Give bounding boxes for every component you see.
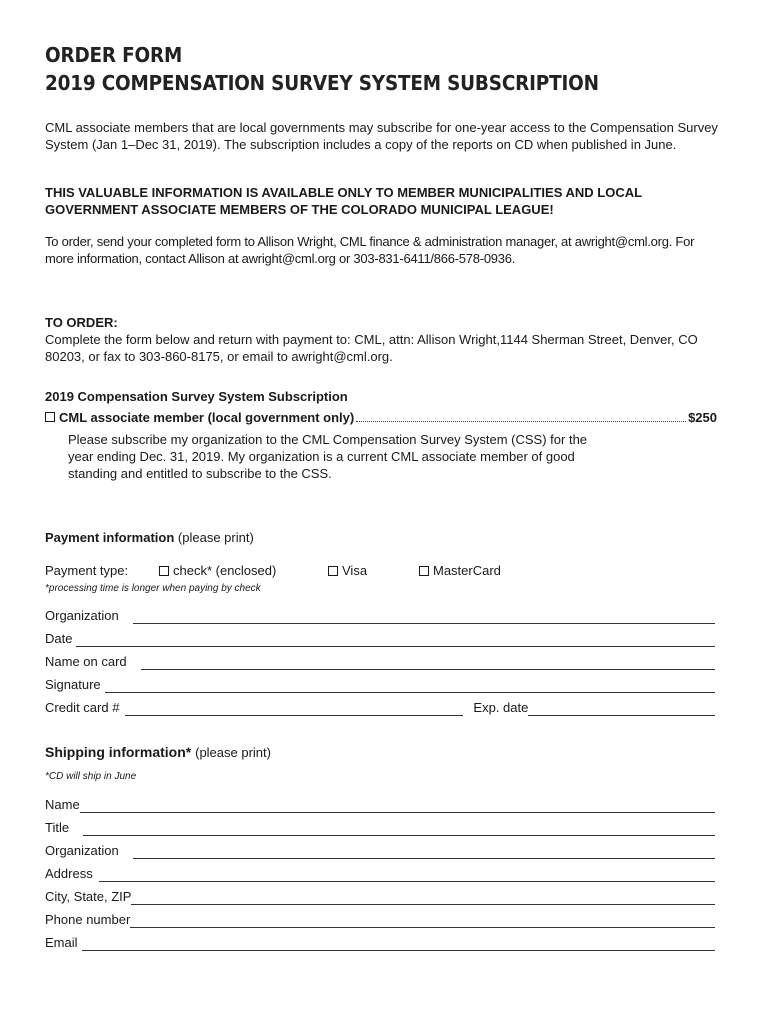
signature-label: Signature	[45, 677, 101, 692]
exp-date-line[interactable]	[528, 702, 715, 716]
name-on-card-label: Name on card	[45, 654, 127, 669]
shipping-title-field[interactable]	[45, 819, 715, 836]
title-line-2: 2019 COMPENSATION SURVEY SYSTEM SUBSCRIPTION	[45, 71, 599, 95]
credit-card-label: Credit card #	[45, 700, 120, 715]
shipping-address-label: Address	[45, 866, 93, 881]
payment-option-mastercard[interactable]	[419, 562, 501, 579]
payment-date-field[interactable]	[45, 630, 715, 647]
shipping-organization-label: Organization	[45, 843, 119, 858]
shipping-name-line[interactable]	[80, 799, 715, 813]
shipping-email-label: Email	[45, 935, 78, 950]
payment-option-check-label: check* (enclosed)	[173, 563, 277, 578]
page-title	[45, 41, 599, 97]
visa-checkbox[interactable]	[328, 566, 338, 576]
payment-organization-label: Organization	[45, 608, 119, 623]
shipping-organization-line[interactable]	[133, 845, 715, 859]
shipping-name-label: Name	[45, 797, 80, 812]
contact-paragraph: To order, send your completed form to Allison Wright, CML finance & administration manager, at awright@cml.org. For more information, contact Allison at awright@cml.org or 303-831-6411/866-578-0936.	[45, 234, 695, 266]
shipping-address-line[interactable]	[99, 868, 715, 882]
shipping-footnote: *CD will ship in June	[45, 771, 137, 782]
subscription-checkbox[interactable]	[45, 412, 55, 422]
credit-card-line[interactable]	[125, 702, 463, 716]
shipping-phone-label: Phone number	[45, 912, 131, 927]
shipping-email-line[interactable]	[82, 937, 715, 951]
subscription-price: $250	[688, 410, 717, 425]
to-order-heading: TO ORDER:	[45, 315, 118, 330]
subscription-option	[45, 409, 717, 426]
signature-field[interactable]	[45, 676, 715, 693]
payment-option-mastercard-label: MasterCard	[433, 563, 501, 578]
shipping-city-state-zip-line[interactable]	[131, 891, 715, 905]
payment-option-visa-label: Visa	[342, 563, 368, 578]
shipping-phone-field[interactable]	[45, 911, 715, 928]
name-on-card-line[interactable]	[141, 656, 715, 670]
to-order-text: Complete the form below and return with payment to: CML, attn: Allison Wright,1144 Sherman Street, Denver, CO 80203, or fax to 303-860-8175, or email to awright@cml.org.	[45, 332, 698, 364]
payment-organization-field[interactable]	[45, 607, 715, 624]
payment-type-label: Payment type:	[45, 563, 129, 578]
mastercard-checkbox[interactable]	[419, 566, 429, 576]
payment-heading-text: Payment information	[45, 530, 175, 545]
shipping-city-state-zip-label: City, State, ZIP	[45, 889, 132, 904]
dot-leader	[356, 420, 686, 422]
membership-notice: THIS VALUABLE INFORMATION IS AVAILABLE ONLY TO MEMBER MUNICIPALITIES AND LOCAL GOVERNMENT ASSOCIATE MEMBERS OF THE COLORADO MUNICIPAL LEAGUE!	[45, 185, 642, 217]
signature-line[interactable]	[105, 679, 715, 693]
payment-footnote: *processing time is longer when paying by check	[45, 583, 261, 594]
payment-option-visa[interactable]	[328, 562, 367, 579]
payment-heading-note: (please print)	[177, 530, 254, 545]
shipping-email-field[interactable]	[45, 934, 715, 951]
shipping-city-state-zip-field[interactable]	[45, 888, 715, 905]
shipping-title-label: Title	[45, 820, 70, 835]
payment-organization-line[interactable]	[133, 610, 715, 624]
shipping-organization-field[interactable]	[45, 842, 715, 859]
title-line-1: ORDER FORM	[45, 43, 183, 67]
payment-date-label: Date	[45, 631, 73, 646]
exp-date-label: Exp. date	[473, 700, 529, 715]
name-on-card-field[interactable]	[45, 653, 715, 670]
payment-date-line[interactable]	[76, 633, 715, 647]
subscription-description: Please subscribe my organization to the CML Compensation Survey System (CSS) for the year ending Dec. 31, 2019. My organization is a current CML associate member of good standing and entitled to subscribe to the CSS.	[68, 432, 588, 481]
payment-heading	[45, 529, 254, 546]
shipping-title-line[interactable]	[83, 822, 715, 836]
subscription-option-label: CML associate member (local government only)	[59, 410, 355, 425]
shipping-address-field[interactable]	[45, 865, 715, 882]
shipping-heading-note: (please print)	[195, 745, 271, 760]
intro-paragraph: CML associate members that are local governments may subscribe for one-year access to the Compensation Survey System (Jan 1–Dec 31, 2019). The subscription includes a copy of the reports on CD when published in June.	[45, 120, 718, 152]
shipping-heading-text: Shipping information*	[45, 744, 192, 760]
subscription-heading: 2019 Compensation Survey System Subscription	[45, 389, 348, 404]
shipping-heading	[45, 744, 271, 761]
shipping-phone-line[interactable]	[130, 914, 715, 928]
check-checkbox[interactable]	[159, 566, 169, 576]
shipping-name-field[interactable]	[45, 796, 715, 813]
payment-option-check[interactable]	[159, 562, 276, 579]
credit-card-row	[45, 699, 715, 716]
